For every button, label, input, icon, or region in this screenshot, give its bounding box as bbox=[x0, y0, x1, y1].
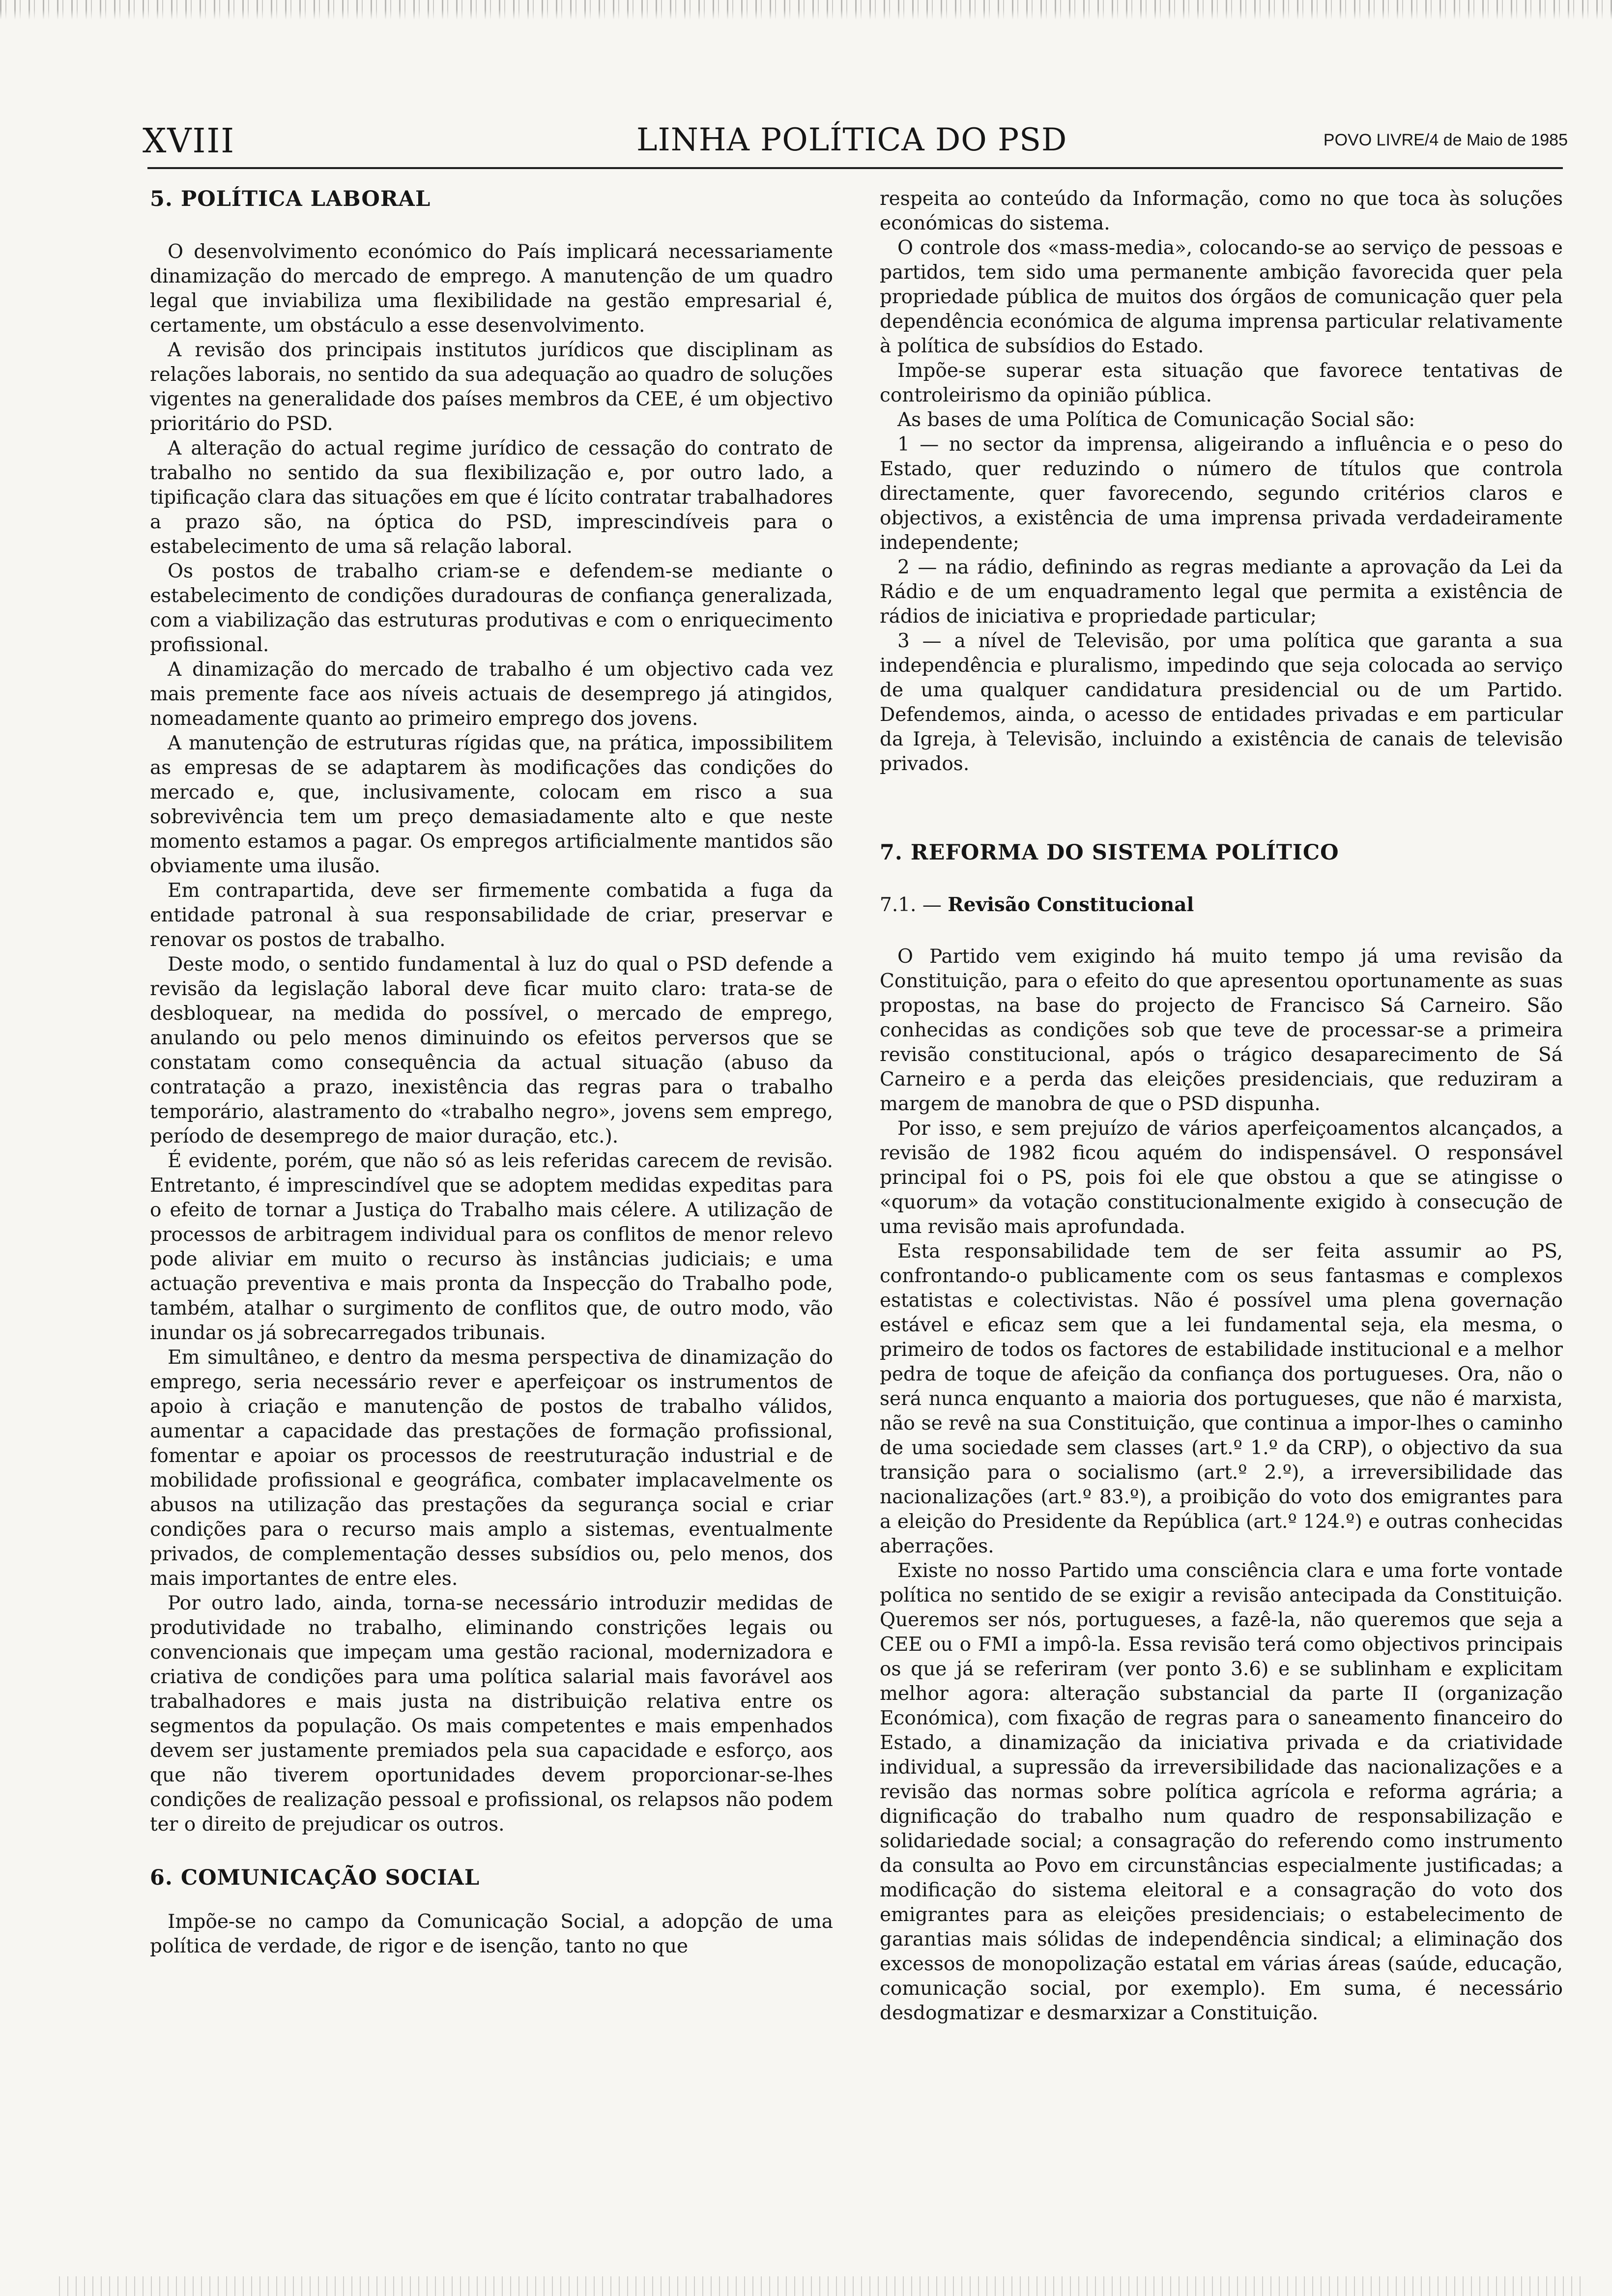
left-column bbox=[150, 187, 833, 1959]
list-item: 1 — no sector da imprensa, aligeirando a influência e o peso do Estado, quer reduzindo o número de títulos que controla directamente, quer favorecendo, segundo critérios claros e objectivos, a existência de uma imprensa privada verdadeiramente independente; bbox=[880, 433, 1563, 554]
scan-edge-noise-bottom bbox=[59, 2276, 1583, 2296]
paragraph: O controle dos «mass-media», colocando-se ao serviço de pessoas e partidos, tem sido uma permanente ambição favorecida quer pela propriedade pública de muitos dos órgãos de comunicação quer pela dependência económica de alguma imprensa particular relativamente à política de subsídios do Estado. bbox=[880, 237, 1563, 357]
page-number: XVIII bbox=[143, 122, 235, 161]
paragraph: Impõe-se no campo da Comunicação Social, a adopção de uma política de verdade, de rigor e de isenção, tanto no que bbox=[150, 1911, 833, 1957]
paragraph: Deste modo, o sentido fundamental à luz do qual o PSD defende a revisão da legislação laboral deve ficar muito claro: trata-se de desbloquear, na medida do possível, o mercado de emprego, anulando ou pelo menos diminuindo os efeitos perversos que se constatam como consequência da actual situação (abuso da contratação a prazo, inexistência das regras para o trabalho temporário, alastramento do «trabalho negro», jovens sem emprego, período de desemprego de maior duração, etc.). bbox=[150, 953, 833, 1148]
paragraph: Existe no nosso Partido uma consciência clara e uma forte vontade política no sentido de se exigir a revisão antecipada da Constituição. Queremos ser nós, portugueses, a fazê-la, não queremos que seja a CEE ou o FMI a impô-la. Essa revisão terá como objectivos principais os que já se referiram (ver ponto 3.6) e se sublinham e explicitam melhor agora: alteração substancial da parte II (organização Económica), com fixação de regras para o saneamento financeiro do Estado, a dinamização da iniciativa privada e da criatividade individual, a supressão da irreversibilidade das nacionalizações e a revisão das normas sobre política agrícola e reforma agrária; a dignificação do trabalho num quadro de responsabilização e solidariedade social; a consagração do referendo como instrumento da consulta ao Povo em circunstâncias especialmente justificadas; a modificação do sistema eleitoral e a consagração do voto dos emigrantes para as eleições presidenciais; o estabelecimento de garantias mais sólidas de independência sindical; a eliminação dos excessos de monopolização estatal em várias áreas (saúde, educação, comunicação social, por exemplo). Em suma, é necessário desdogmatizar e desmarxizar a Constituição. bbox=[880, 1560, 1563, 2024]
section-7-heading: 7. REFORMA DO SISTEMA POLÍTICO bbox=[880, 840, 1339, 865]
paragraph: A dinamização do mercado de trabalho é um objectivo cada vez mais premente face aos níveis actuais de desemprego já atingidos, nomeadamente quanto ao primeiro emprego dos jovens. bbox=[150, 659, 833, 730]
header-rule bbox=[147, 167, 1563, 169]
paragraph: respeita ao conteúdo da Informação, como no que toca às soluções económicas do sistema. bbox=[880, 188, 1563, 234]
publication-date: POVO LIVRE/4 de Maio de 1985 bbox=[1323, 131, 1568, 149]
list-item: 3 — a nível de Televisão, por uma política que garanta a sua independência e pluralismo, impedindo que seja colocada ao serviço de uma qualquer candidatura presidencial ou de um Partido. Defendemos, ainda, o acesso de entidades privadas e em particular da Igreja, à Televisão, incluindo a existência de canais de televisão privados. bbox=[880, 630, 1563, 775]
page-title: LINHA POLÍTICA DO PSD bbox=[636, 122, 1067, 158]
list-item: 2 — na rádio, definindo as regras mediante a aprovação da Lei da Rádio e de um enquadramento legal que permita a existência de rádios de iniciativa e propriedade particular; bbox=[880, 556, 1563, 628]
paragraph: A manutenção de estruturas rígidas que, na prática, impossibilitem as empresas de se adaptarem às modificações das condições do mercado e, que, inclusivamente, colocam em risco a sua sobrevivência tem um preço demasiadamente alto e que neste momento estamos a pagar. Os empregos artificialmente mantidos são obviamente uma ilusão. bbox=[150, 732, 833, 877]
paragraph: Por outro lado, ainda, torna-se necessário introduzir medidas de produtividade no trabalho, eliminando constrições legais ou convencionais que impeçam uma gestão racional, modernizadora e criativa de condições para uma política salarial mais favorável aos trabalhadores e mais justa na distribuição relativa entre os segmentos da população. Os mais competentes e mais empenhados devem ser justamente premiados pela sua capacidade e esforço, aos que não tiverem oportunidades devem proporcionar-se-lhes condições de realização pessoal e profissional, os relapsos não podem ter o direito de prejudicar os outros. bbox=[150, 1592, 833, 1836]
subsection-title: Revisão Constitucional bbox=[948, 893, 1194, 916]
paragraph: Os postos de trabalho criam-se e defendem-se mediante o estabelecimento de condições duradouras de confiança generalizada, com a viabilização das estruturas produtivas e com o enriquecimento profissional. bbox=[150, 560, 833, 656]
paragraph: É evidente, porém, que não só as leis referidas carecem de revisão. Entretanto, é imprescindível que se adoptem medidas expeditas para o efeito de tornar a Justiça do Trabalho mais célere. A utilização de processos de arbitragem individual para os conflitos de menor relevo pode aliviar em muito o recurso às instâncias judiciais; e uma actuação preventiva e mais pronta da Inspecção do Trabalho pode, também, atalhar o surgimento de conflitos que, de outro modo, vão inundar os já sobrecarregados tribunais. bbox=[150, 1150, 833, 1344]
paragraph: Esta responsabilidade tem de ser feita assumir ao PS, confrontando-o publicamente com os seus fantasmas e complexos estatistas e colectivistas. Não é possível uma plena governação estável e eficaz sem que a lei fundamental seja, ela mesma, o primeiro de todos os factores de estabilidade institucional e a melhor pedra de toque de afeição da confiança dos portugueses. Ora, não o será nunca enquanto a maioria dos portugueses, que não é marxista, não se revê na sua Constituição, que continua a impor-lhes o caminho de uma sociedade sem classes (art.º 1.º da CRP), o objectivo da sua transição para o socialismo (art.º 2.º), a irreversibilidade das nacionalizações (art.º 83.º), a proibição do voto dos emigrantes para a eleição do Presidente da República (art.º 124.º) e outras conhecidas aberrações. bbox=[880, 1240, 1563, 1557]
section-6-heading: 6. COMUNICAÇÃO SOCIAL bbox=[150, 1866, 480, 1890]
paragraph: Impõe-se superar esta situação que favorece tentativas de controleirismo da opinião pública. bbox=[880, 360, 1563, 406]
paragraph: Por isso, e sem prejuízo de vários aperfeiçoamentos alcançados, a revisão de 1982 ficou aquém do indispensável. O responsável principal foi o PS, pois foi ele que obstou a que se atingisse o «quorum» da votação constitucionalmente exigido à consecução de uma revisão mais aprofundada. bbox=[880, 1118, 1563, 1238]
paragraph: As bases de uma Política de Comunicação Social são: bbox=[897, 409, 1415, 431]
subsection-heading bbox=[880, 893, 1563, 916]
paragraph: A alteração do actual regime jurídico de cessação do contrato de trabalho no sentido da sua flexibilização e, por outro lado, a tipificação clara das situações em que é lícito contratar trabalhadores a prazo são, na óptica do PSD, imprescindíveis para o estabelecimento de uma sã relação laboral. bbox=[150, 437, 833, 558]
section-5-heading: 5. POLÍTICA LABORAL bbox=[150, 187, 431, 211]
paragraph: Em contrapartida, deve ser firmemente combatida a fuga da entidade patronal à sua responsabilidade de criar, preservar e renovar os postos de trabalho. bbox=[150, 880, 833, 951]
section-5-body bbox=[150, 240, 833, 1837]
paragraph: O desenvolvimento económico do País implicará necessariamente dinamização do mercado de emprego. A manutenção de um quadro legal que inviabiliza uma flexibilidade na gestão empresarial é, certamente, um obstáculo a esse desenvolvimento. bbox=[150, 241, 833, 337]
subsection-number: 7.1. — bbox=[880, 894, 942, 916]
paragraph: A revisão dos principais institutos jurídicos que disciplinam as relações laborais, no sentido da sua adequação ao quadro de soluções vigentes na generalidade dos países membros da CEE, é um objectivo prioritário do PSD. bbox=[150, 339, 833, 435]
right-column bbox=[880, 187, 1563, 2026]
paragraph: Em simultâneo, e dentro da mesma perspectiva de dinamização do emprego, seria necessário rever e aperfeiçoar os instrumentos de apoio à criação e manutenção de postos de trabalho válidos, aumentar a capacidade das prestações de formação profissional, fomentar e apoiar os processos de reestruturação industrial e de mobilidade profissional e geográfica, combater implacavelmente os abusos na utilização das prestações da segurança social e criar condições para o recurso mais amplo a sistemas, eventualmente privados, de complementação desses subsídios ou, pelo menos, dos mais importantes de entre eles. bbox=[150, 1347, 833, 1590]
paragraph: O Partido vem exigindo há muito tempo já uma revisão da Constituição, para o efeito do que apresentou oportunamente as suas propostas, na base do projecto de Francisco Sá Carneiro. São conhecidas as condições sob que teve de processar-se a primeira revisão constitucional, após o trágico desaparecimento de Sá Carneiro e a perda das eleições presidenciais, que reduziram a margem de manobra de que o PSD dispunha. bbox=[880, 946, 1563, 1115]
page-header bbox=[143, 122, 1568, 161]
scan-edge-noise-top bbox=[0, 0, 1612, 29]
